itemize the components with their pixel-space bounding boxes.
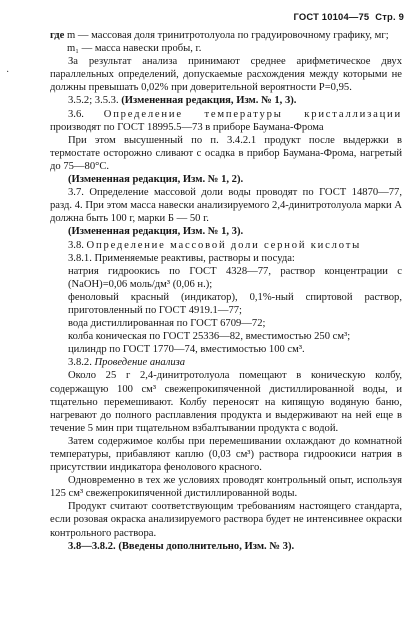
section-3-5-2 [50, 94, 402, 107]
section-number: 3.8.2. [68, 357, 92, 369]
reagent-item: вода дистиллированная по ГОСТ 6709—72; [68, 318, 266, 330]
page-header [293, 10, 404, 23]
section-3-8 [50, 239, 402, 252]
reagent-item: колба коническая по ГОСТ 25336—82, вместимостью 250 см³; [68, 331, 351, 343]
page-number: Стр. 9 [375, 11, 404, 22]
amendment-note: (Измененная редакция, Изм. № 1, 2). [68, 174, 244, 186]
section-3-6-paragraph: При этом высушенный по п. 3.4.2.1 продукт после выдержки в термостате осторожно сливают с осадка в прибор Баумана-Фрома, нагретый до 75—80°С. [50, 134, 402, 172]
section-title: Определение массовой доли серной кислоты [86, 239, 362, 251]
section-number: 3.6. [68, 108, 84, 120]
section-title: Проведение анализа [94, 357, 186, 369]
procedure-paragraph: Около 25 г 2,4-динитротолуола помещают в коническую колбу, содержащую 100 см³ свежепрокипяченной дистиллированной воды, и тщательно перемешивают. Колбу переносят на кипящую водяную баню, нагревают до полного расплавления продукта и выдерживают на ней еще в течение 5 мин при тщательном взбалтывании продукта с водой. [50, 370, 402, 434]
reagent-item: феноловый красный (индикатор), 0,1%-ный спиртовой раствор, приготовленный по ГОСТ 4919.1—77; [68, 291, 402, 316]
section-3-7: 3.7. Определение массовой доли воды проводят по ГОСТ 14870—77, разд. 4. При этом масса навески анализируемого 2,4-динитротолуола марки А должна быть 100 г, марки Б — 50 г. [50, 187, 402, 225]
reagent-item: натрия гидроокись по ГОСТ 4328—77, раствор концентрации с (NaOH)=0,06 моль/дм³ (0,06 н.); [68, 265, 402, 290]
reagent-list [50, 265, 402, 357]
procedure-paragraph: Одновременно в тех же условиях проводят контрольный опыт, используя 125 см³ свежепрокипяченной дистиллированной воды. [50, 475, 402, 500]
formula-legend [50, 29, 402, 55]
section-number: 3.8. [68, 239, 84, 251]
section-3-8-2 [50, 356, 402, 369]
procedure-paragraph: Затем содержимое колбы при перемешивании охлаждают до комнатной температуры, прибавляют каплю (0,03 см³) раствора гидроокиси натрия в присутствии индикатора фенолового красного. [50, 435, 402, 474]
amendment-note: 3.8—3.8.2. (Введены дополнительно, Изм. № 3). [68, 540, 295, 552]
margin-mark: · [6, 67, 10, 78]
amendment-note: (Измененная редакция, Изм. № 1, 3). [68, 226, 244, 238]
result-paragraph: За результат анализа принимают среднее арифметическое двух параллельных определений, допускаемые расхождения между которыми не должны превышать 0,02% при доверительной вероятности P=0,95. [50, 56, 402, 94]
amendment-note: (Измененная редакция, Изм. № 1, 3). [121, 95, 297, 107]
document-body [50, 29, 402, 553]
section-number: 3.5.2; 3.5.3. [68, 95, 119, 107]
section-3-6 [50, 108, 402, 134]
section-3-8-1: 3.8.1. Применяемые реактивы, растворы и посуда: [68, 252, 295, 264]
legend-where: где [50, 30, 65, 41]
legend-m: m — массовая доля тринитротолуола по градуировочному графику, мг; [67, 30, 389, 41]
standard-number: ГОСТ 10104—75 [293, 11, 370, 22]
section-title: Определение температуры кристаллизации [103, 108, 402, 120]
legend-m1: m₁ — масса навески пробы, г. [67, 43, 202, 55]
procedure-paragraph: Продукт считают соответствующим требованиям настоящего стандарта, если розовая окраска анализируемого раствора будет не интенсивнее окраски контрольного раствора. [50, 501, 402, 539]
section-text: производят по ГОСТ 18995.5—73 в приборе Баумана-Фрома [50, 121, 324, 133]
reagent-item: цилиндр по ГОСТ 1770—74, вместимостью 100 см³. [68, 344, 305, 356]
